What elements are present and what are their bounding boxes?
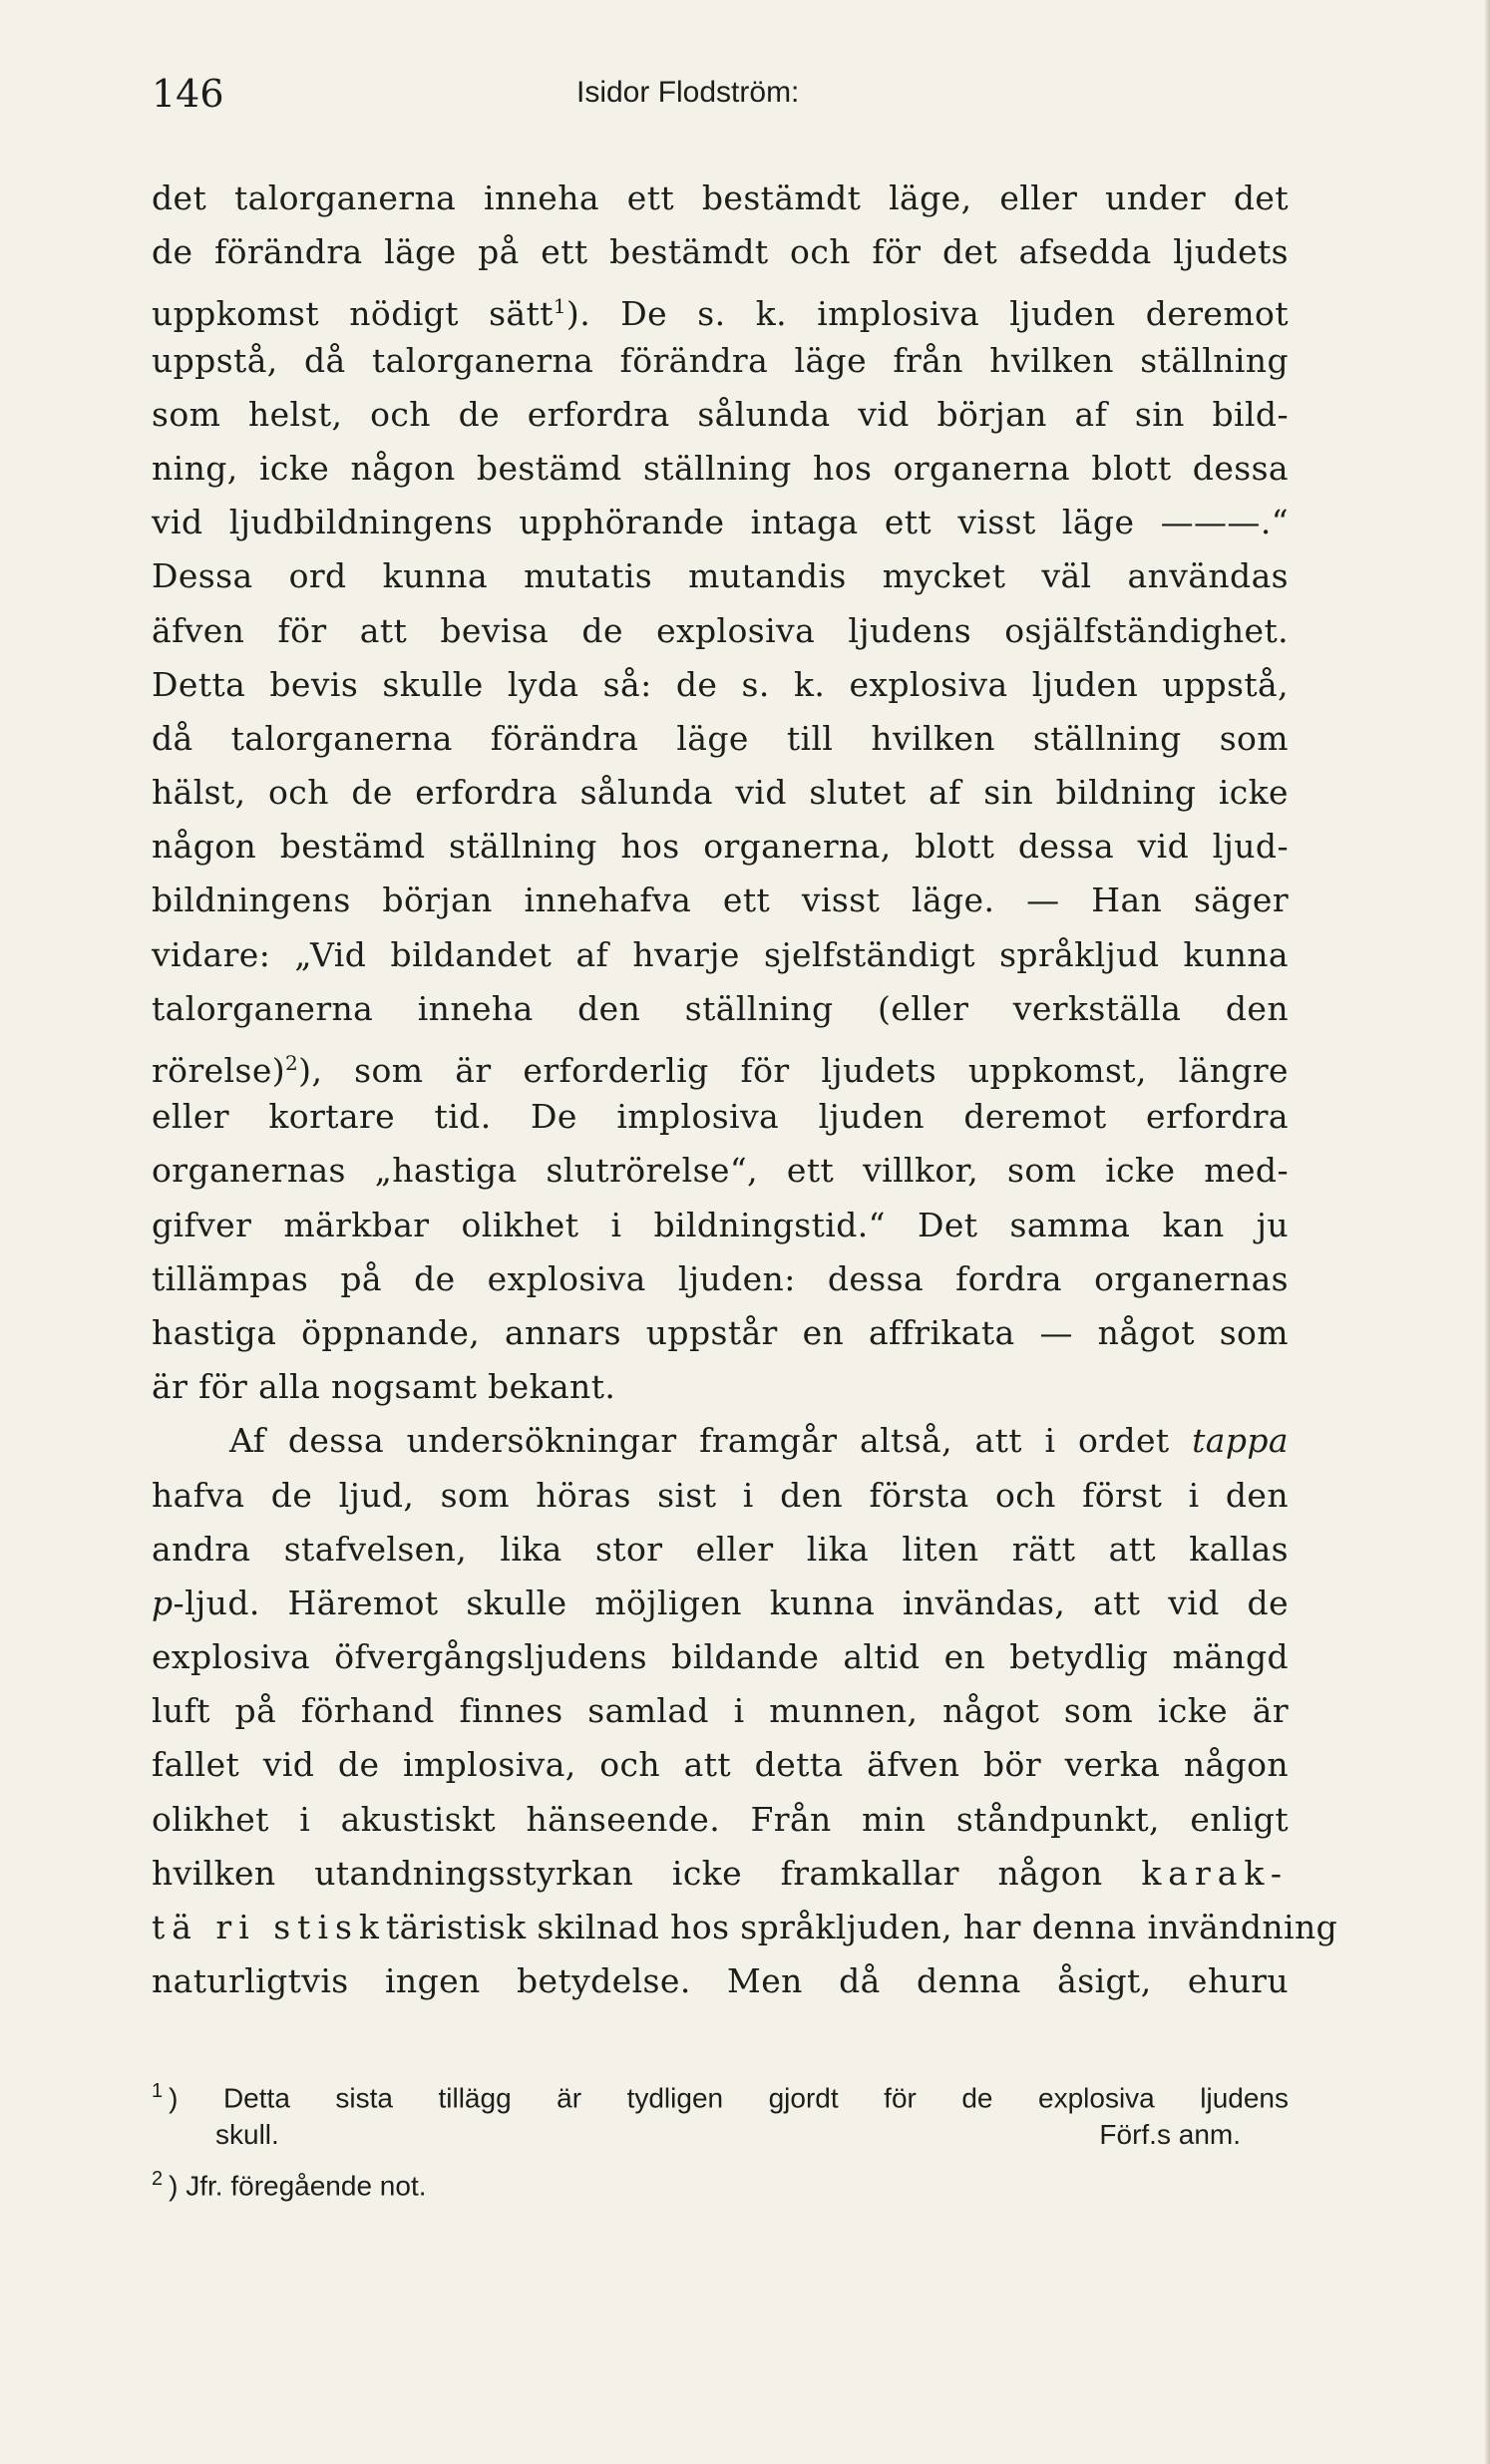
italic-word: tappa — [1192, 1421, 1289, 1461]
text-line: Af dessa undersökningar framgår altså, att i ordet tappa — [229, 1421, 1289, 1461]
text-line: bildningens början innehafva ett visst läge. — Han säger — [152, 880, 1289, 920]
footnotes — [152, 2069, 1289, 2201]
text-line: det talorganerna inneha ett bestämdt läge, eller under det — [152, 178, 1289, 217]
italic-letter: p — [152, 1583, 174, 1622]
text-line: eller kortare tid. De implosiva ljuden deremot erfordra — [152, 1097, 1289, 1137]
text-line: luft på förhand finnes samlad i munnen, något som icke är — [152, 1691, 1289, 1731]
text-line: uppstå, då talorganerna förändra läge från hvilken ställning — [152, 340, 1289, 380]
text-line: rörelse)$^2$), som är erforderlig för ljudets uppkomst, längre — [152, 1051, 1289, 1090]
text-line: då talorganerna förändra läge till hvilken ställning som — [152, 718, 1289, 758]
text-line: olikhet i akustiskt hänseende. Från min ståndpunkt, enligt — [152, 1799, 1289, 1839]
spaced-word: tä ri stisk — [152, 1908, 386, 1946]
text-line: talorganerna inneha den ställning (eller verkställa den — [152, 988, 1289, 1028]
body-text — [152, 172, 1338, 2008]
text-line: vid ljudbildningens upphörande intaga ett visst läge ———.“ — [152, 503, 1289, 542]
text-line: fallet vid de implosiva, och att detta äfven bör verka någon — [152, 1745, 1289, 1785]
footnote-1: $^1$ ) Detta sista tillägg är tydligen gjordt för de explosiva ljudens — [152, 2080, 1289, 2114]
running-head: Isidor Flodström: — [576, 76, 800, 109]
text-line: någon bestämd ställning hos organerna, blott dessa vid ljud- — [152, 827, 1289, 867]
text-line: de förändra läge på ett bestämdt och för det afsedda ljudets — [152, 232, 1289, 272]
footnote-1-continued: skull. Förf.s anm. — [152, 2113, 1289, 2157]
text-line: tä ri stisktäristisk skilnad hos språkljuden, har denna invändning — [152, 1908, 1338, 1946]
text-line: är för alla nogsamt bekant. — [152, 1367, 616, 1407]
footnote-signature: Förf.s anm. — [1099, 2119, 1241, 2150]
page-header — [152, 72, 1289, 132]
text-line: uppkomst nödigt sätt$^1$). De s. k. implosiva ljuden deremot — [152, 294, 1289, 334]
text-line: hafva de ljud, som höras sist i den första och först i den — [152, 1475, 1289, 1515]
text-line: andra stafvelsen, lika stor eller lika liten rätt att kallas — [152, 1529, 1289, 1569]
text-line: Detta bevis skulle lyda så: de s. k. explosiva ljuden uppstå, — [152, 664, 1289, 704]
text-line: gifver märkbar olikhet i bildningstid.“ Det samma kan ju — [152, 1205, 1289, 1244]
text-line: p-ljud. Häremot skulle möjligen kunna invändas, att vid de — [152, 1583, 1289, 1622]
page-edge — [1484, 0, 1490, 2464]
footnote-ref-2: 2 — [285, 1051, 299, 1075]
text-line: hälst, och de erfordra sålunda vid slutet af sin bildning icke — [152, 773, 1289, 813]
text-line: hvilken utandningsstyrkan icke framkallar någon karak- — [152, 1853, 1289, 1893]
text-line: organernas „hastiga slutrörelse“, ett villkor, som icke med- — [152, 1151, 1289, 1191]
text-line: explosiva öfvergångsljudens bildande altid en betydlig mängd — [152, 1637, 1289, 1677]
text-line: vidare: „Vid bildandet af hvarje sjelfständigt språkljud kunna — [152, 934, 1289, 974]
footnote-ref-1: 1 — [553, 294, 566, 319]
footnote-2: $^2$ ) Jfr. föregående not. — [152, 2168, 427, 2202]
text-line: hastiga öppnande, annars uppstår en affrikata — något som — [152, 1312, 1289, 1352]
text-line: tillämpas på de explosiva ljuden: dessa fordra organernas — [152, 1258, 1289, 1298]
text-line: äfven för att bevisa de explosiva ljudens osjälfständighet. — [152, 610, 1289, 650]
text-line: som helst, och de erfordra sålunda vid början af sin bild- — [152, 394, 1289, 434]
text-line: ning, icke någon bestämd ställning hos organerna blott dessa — [152, 448, 1289, 488]
text-line: Dessa ord kunna mutatis mutandis mycket väl användas — [152, 556, 1289, 596]
page-number: 146 — [152, 72, 224, 116]
spaced-word: karak- — [1141, 1853, 1289, 1893]
text-line: naturligtvis ingen betydelse. Men då denna åsigt, ehuru — [152, 1961, 1289, 2001]
